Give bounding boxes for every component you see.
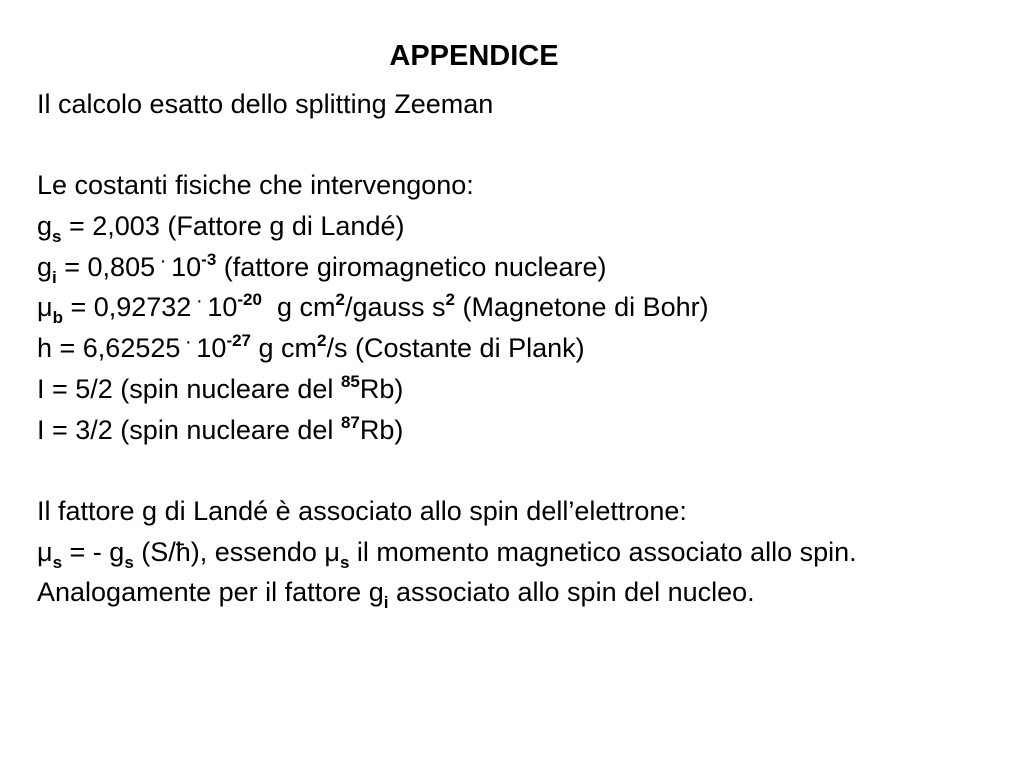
mub-text: (Magnetone di Bohr): [454, 292, 709, 323]
slide-body: [37, 84, 997, 613]
i87-isotope: 87: [340, 412, 360, 432]
lande-paragraph: [37, 532, 937, 613]
gs-text: = 2,003 (Fattore g di Landé): [61, 211, 405, 242]
h-text: /s (Costante di Plank): [326, 333, 585, 364]
para-text3: il momento magnetico associato allo spin. Analogamente per il fattore g: [37, 536, 857, 608]
gi-base: 10: [171, 251, 202, 282]
spin-85rb: [37, 369, 997, 410]
para-sub-s2: s: [124, 552, 134, 572]
gi-symbol: g: [37, 251, 53, 282]
gi-text: (fattore giromagnetico nucleare): [216, 251, 607, 282]
mub-unit2-exp: 2: [445, 290, 455, 310]
constant-gi: [37, 247, 997, 288]
gi-subscript: i: [52, 267, 57, 287]
spacer: [37, 450, 997, 491]
para-mu: μ: [37, 536, 53, 567]
h-value: h = 6,62525: [37, 333, 181, 364]
spacer: [37, 125, 997, 166]
gs-subscript: s: [52, 227, 62, 247]
mub-unit2: /gauss s: [344, 292, 446, 323]
constant-gs: [37, 206, 997, 247]
slide-title: APPENDICE: [389, 40, 559, 72]
subtitle: Il calcolo esatto dello splitting Zeeman: [37, 89, 494, 119]
h-dot: ·: [185, 331, 192, 354]
i85-element: Rb): [359, 373, 404, 404]
gi-exponent: -3: [201, 249, 217, 269]
para-sub-s3: s: [339, 552, 350, 572]
para-sub-i: i: [383, 593, 389, 613]
i87-element: Rb): [359, 414, 404, 445]
mub-subscript: b: [52, 308, 63, 328]
h-base: 10: [196, 333, 227, 364]
spin-87rb: [37, 410, 997, 451]
i85-text: I = 5/2 (spin nucleare del: [37, 373, 341, 404]
para-text4: associato allo spin del nucleo.: [388, 577, 755, 608]
mub-unit: g cm: [261, 292, 336, 323]
mub-base: 10: [207, 292, 238, 323]
mub-dot: ·: [195, 290, 203, 313]
gi-dot: ·: [159, 249, 167, 272]
i87-text: I = 3/2 (spin nucleare del: [37, 414, 341, 445]
h-unit: g cm: [251, 333, 318, 364]
gs-symbol: g: [37, 211, 53, 242]
para-text2: (S/ħ), essendo μ: [133, 536, 340, 567]
lande-intro: Il fattore g di Landé è associato allo spin dell’elettrone:: [37, 495, 687, 526]
para-sub-s1: s: [52, 552, 63, 572]
h-exponent: -27: [226, 331, 252, 351]
constant-h: [37, 328, 997, 369]
constants-intro: Le costanti fisiche che intervengono:: [37, 170, 474, 201]
h-unit-exp: 2: [317, 331, 327, 351]
mub-unit-exp: 2: [335, 290, 345, 310]
mub-exponent: -20: [237, 290, 262, 310]
para-text1: = - g: [62, 536, 125, 567]
i85-isotope: 85: [340, 371, 360, 391]
mub-symbol: μ: [37, 292, 53, 323]
gi-value: = 0,805: [56, 251, 156, 282]
mub-value: = 0,92732: [62, 292, 192, 323]
